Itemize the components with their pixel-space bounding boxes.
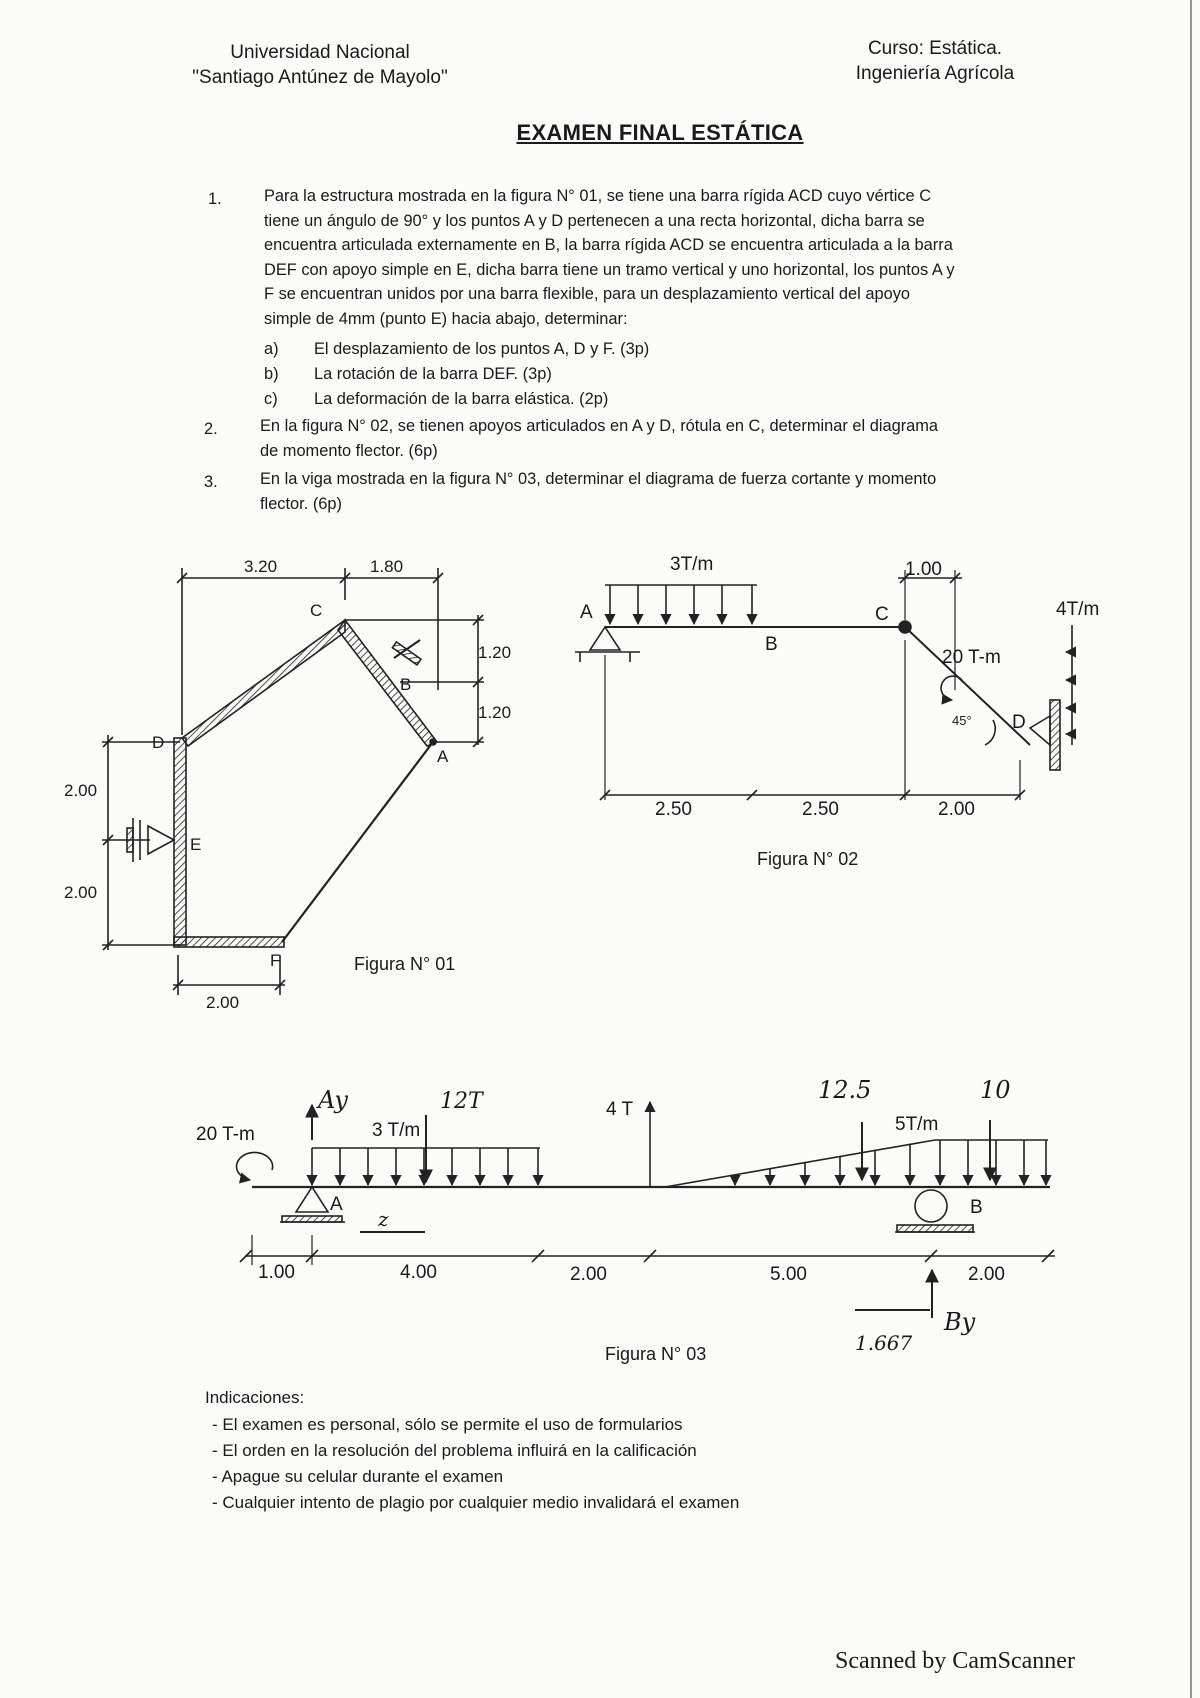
- point-label-a: A: [437, 747, 449, 766]
- dim-label: 2.00: [570, 1264, 607, 1285]
- indications-block: [205, 1388, 1005, 1516]
- hand-label-ay: Ay: [318, 1086, 348, 1114]
- tri-load-label: 5T/m: [895, 1114, 939, 1135]
- side-load-arrows: [1066, 652, 1072, 734]
- university-name: Universidad Nacional: [230, 42, 410, 63]
- q1-line: tiene un ángulo de 90° y los puntos A y D pertenecen a una recta horizontal, dicha barra se: [264, 211, 925, 230]
- dim-label: 2.00: [968, 1264, 1005, 1285]
- hand-label-z: z: [378, 1207, 389, 1231]
- moment-label: 20 T-m: [942, 647, 1001, 668]
- angle-arc: [985, 720, 995, 745]
- q1-part-b-letter: b): [264, 365, 279, 383]
- point-label-c: C: [310, 601, 323, 620]
- point-label-a: A: [330, 1194, 343, 1215]
- figure-03-caption: Figura N° 03: [605, 1344, 707, 1364]
- flexible-bar-af: [282, 742, 433, 942]
- q1-line: Para la estructura mostrada en la figura N° 01, se tiene una barra rígida ACD cuyo vértice C: [264, 187, 932, 205]
- point-label-e: E: [190, 835, 202, 854]
- q3-line: flector. (6p): [260, 494, 342, 513]
- point-label-d: D: [152, 733, 165, 752]
- bar-def-horizontal: [174, 937, 284, 947]
- dim-label: 2.50: [802, 799, 839, 820]
- q2-line: de momento flector. (6p): [260, 441, 438, 460]
- joint-a: [430, 739, 436, 745]
- question-1-number: 1.: [208, 190, 222, 208]
- figure-01-caption: Figura N° 01: [354, 954, 456, 974]
- support-e-hatch: [127, 828, 133, 852]
- dim-label: 1.20: [478, 703, 512, 722]
- moment-label: 20 T-m: [196, 1124, 255, 1145]
- side-load-label: 4T/m: [1056, 599, 1100, 620]
- q1-line: F se encuentran unidos por una barra flexible, para un desplazamiento vertical del apoyo: [264, 285, 911, 303]
- hand-label-10: 10: [980, 1076, 1011, 1104]
- indication-item: - Cualquier intento de plagio por cualquier medio invalidará el examen: [212, 1493, 740, 1512]
- hand-label-dist: 1.667: [855, 1331, 913, 1355]
- point-label-b: B: [970, 1197, 983, 1218]
- point-label-d: D: [1012, 712, 1026, 733]
- dim-label: 2.00: [64, 883, 98, 902]
- support-b-roller: [915, 1190, 947, 1222]
- bar-def-vertical: [174, 738, 186, 945]
- figure-02-caption: Figura N° 02: [757, 849, 859, 869]
- point-label-b: B: [765, 634, 778, 655]
- indication-item: - Apague su celular durante el examen: [212, 1467, 504, 1486]
- bar-dc: [182, 620, 345, 746]
- dim-label: 2.50: [655, 799, 692, 820]
- q1-part-a-letter: a): [264, 340, 279, 358]
- q3-line: En la viga mostrada en la figura N° 03, determinar el diagrama de fuerza cortante y momento: [260, 470, 937, 488]
- exam-title: EXAMEN FINAL ESTÁTICA: [516, 120, 804, 145]
- indication-item: - El examen es personal, sólo se permite el uso de formularios: [212, 1415, 683, 1434]
- dim-label: 4.00: [400, 1262, 437, 1283]
- moment-arc: [941, 676, 962, 700]
- support-a-triangle: [296, 1187, 328, 1212]
- dim-label: 2.00: [206, 993, 240, 1012]
- point-label-b: B: [400, 675, 412, 694]
- q1-part-b-text: La rotación de la barra DEF. (3p): [314, 365, 552, 383]
- support-b-hatch: [897, 1225, 973, 1232]
- university-subname: "Santiago Antúnez de Mayolo": [192, 67, 448, 88]
- dim-label: 1.80: [370, 557, 404, 576]
- tri-load-slope: [665, 1140, 935, 1187]
- support-a-triangle: [590, 627, 620, 650]
- course-name: Curso: Estática.: [867, 38, 1003, 59]
- figure-01-labels: [64, 557, 511, 1012]
- course-program: Ingeniería Agrícola: [855, 63, 1015, 84]
- dim-label: 3.20: [244, 557, 278, 576]
- support-e-triangle: [148, 826, 174, 854]
- q1-line: DEF con apoyo simple en E, dicha barra tiene un tramo vertical y uno horizontal, los puntos A y: [264, 260, 955, 279]
- indications-title: Indicaciones:: [205, 1388, 305, 1407]
- dim-label: 5.00: [770, 1264, 807, 1285]
- support-b-hatch: [392, 642, 421, 665]
- figure-01: [102, 568, 484, 995]
- indications-list: [205, 1412, 1005, 1516]
- hand-label-12t: 12T: [440, 1089, 483, 1114]
- indication-item: - El orden en la resolución del problema influirá en la calificación: [212, 1441, 697, 1460]
- udl-label: 3 T/m: [372, 1120, 421, 1141]
- moment-arc: [237, 1152, 273, 1180]
- question-3-number: 3.: [204, 473, 218, 491]
- question-2-number: 2.: [204, 420, 218, 438]
- hand-label-125: 12.5: [818, 1076, 872, 1104]
- scanner-watermark: Scanned by CamScanner: [835, 1648, 1075, 1674]
- hand-label-by: By: [944, 1308, 976, 1336]
- support-d-triangle: [1030, 716, 1050, 745]
- load-label: 3T/m: [670, 554, 714, 575]
- bar-ca: [338, 620, 437, 746]
- dim-label: 1.00: [258, 1262, 295, 1283]
- q1-part-c-text: La deformación de la barra elástica. (2p): [314, 390, 609, 408]
- point-label-a: A: [580, 602, 593, 623]
- udl-arrows: [610, 585, 752, 624]
- figure-02: [575, 570, 1072, 800]
- q1-part-a-text: El desplazamiento de los puntos A, D y F. (3p): [314, 340, 650, 358]
- q1-part-c-letter: c): [264, 390, 278, 408]
- angle-label: 45°: [952, 713, 972, 728]
- point-load-label: 4 T: [606, 1099, 634, 1120]
- point-label-c: C: [875, 604, 889, 625]
- q2-line: En la figura N° 02, se tienen apoyos articulados en A y D, rótula en C, determinar el diagrama: [260, 417, 939, 435]
- q1-line: simple de 4mm (punto E) hacia abajo, determinar:: [264, 309, 628, 328]
- dim-label: 1.20: [478, 643, 512, 662]
- support-d-hatch: [1050, 700, 1060, 770]
- support-a-hatch: [282, 1216, 342, 1222]
- dim-label: 2.00: [938, 799, 975, 820]
- point-label-f: F: [270, 951, 281, 970]
- dim-label: 1.00: [905, 559, 942, 580]
- q1-line: encuentra articulada externamente en B, la barra rígida ACD se encuentra articulada a la barra: [264, 236, 953, 254]
- dim-label: 2.00: [64, 781, 98, 800]
- figure-02-labels: [580, 554, 1099, 869]
